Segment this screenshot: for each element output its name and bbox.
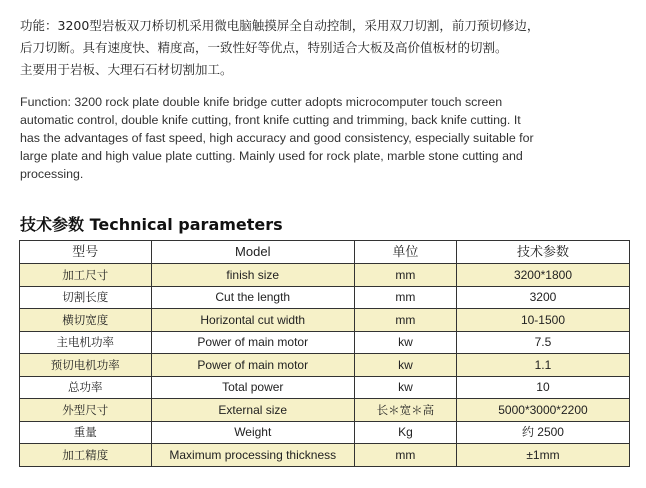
cell-cn: 总功率	[20, 376, 152, 399]
table-row	[20, 286, 630, 309]
technical-parameters-table	[19, 240, 630, 467]
cell-unit: mm	[354, 444, 456, 467]
cell-en: Power of main motor	[151, 354, 354, 377]
cell-en: Weight	[151, 421, 354, 444]
cell-en: Maximum processing thickness	[151, 444, 354, 467]
intro-en-line: processing.	[20, 167, 84, 181]
cell-unit: kw	[354, 376, 456, 399]
header-unit: 单位	[354, 241, 456, 264]
intro-cn-line: 后刀切断。具有速度快、精度高，一致性好等优点，特别适合大板及高价值板材的切割。	[20, 40, 508, 55]
cell-unit: mm	[354, 264, 456, 287]
intro-en-line: large plate and high value plate cutting. Mainly used for rock plate, marble stone cutting and	[20, 149, 523, 163]
header-value: 技术参数	[456, 241, 629, 264]
cell-en: Cut the length	[151, 286, 354, 309]
cell-cn: 加工精度	[20, 444, 152, 467]
cell-value: ±1mm	[456, 444, 629, 467]
table-header-row	[20, 241, 630, 264]
header-model: Model	[151, 241, 354, 264]
cell-unit: kw	[354, 354, 456, 377]
cell-value: 5000*3000*2200	[456, 399, 629, 422]
cell-cn: 预切电机功率	[20, 354, 152, 377]
cell-value: 3200	[456, 286, 629, 309]
cell-en: External size	[151, 399, 354, 422]
cell-value: 3200*1800	[456, 264, 629, 287]
intro-english	[20, 93, 620, 183]
intro-chinese	[20, 15, 630, 81]
intro-en-line: has the advantages of fast speed, high accuracy and good consistency, especially suitable for	[20, 131, 534, 145]
intro-en-line: Function: 3200 rock plate double knife bridge cutter adopts microcomputer touch screen	[20, 95, 503, 109]
cell-value: 1.1	[456, 354, 629, 377]
intro-cn-line: 主要用于岩板、大理石石材切割加工。	[20, 62, 233, 77]
cell-value: 约 2500	[456, 421, 629, 444]
cell-value: 7.5	[456, 331, 629, 354]
cell-cn: 加工尺寸	[20, 264, 152, 287]
table-row	[20, 444, 630, 467]
table-row	[20, 264, 630, 287]
intro-cn-line: 功能：3200型岩板双刀桥切机采用微电脑触摸屏全自动控制，采用双刀切割，前刀预切修边，	[20, 18, 540, 33]
cell-unit: 长＊宽＊高	[354, 399, 456, 422]
table-row	[20, 354, 630, 377]
cell-unit: kw	[354, 331, 456, 354]
cell-unit: mm	[354, 309, 456, 332]
cell-value: 10	[456, 376, 629, 399]
table-row	[20, 421, 630, 444]
table-row	[20, 331, 630, 354]
cell-cn: 重量	[20, 421, 152, 444]
section-title: 技术参数 Technical parameters	[20, 215, 283, 234]
cell-en: Horizontal cut width	[151, 309, 354, 332]
header-cn-name: 型号	[20, 241, 152, 264]
cell-unit: mm	[354, 286, 456, 309]
cell-en: Power of main motor	[151, 331, 354, 354]
cell-cn: 切割长度	[20, 286, 152, 309]
cell-cn: 横切宽度	[20, 309, 152, 332]
table-row	[20, 309, 630, 332]
cell-cn: 主电机功率	[20, 331, 152, 354]
cell-en: Total power	[151, 376, 354, 399]
cell-unit: Kg	[354, 421, 456, 444]
cell-value: 10-1500	[456, 309, 629, 332]
table-row	[20, 376, 630, 399]
cell-cn: 外型尺寸	[20, 399, 152, 422]
cell-en: finish size	[151, 264, 354, 287]
table-row	[20, 399, 630, 422]
intro-en-line: automatic control, double knife cutting, front knife cutting and trimming, back knife cutting. It	[20, 113, 521, 127]
